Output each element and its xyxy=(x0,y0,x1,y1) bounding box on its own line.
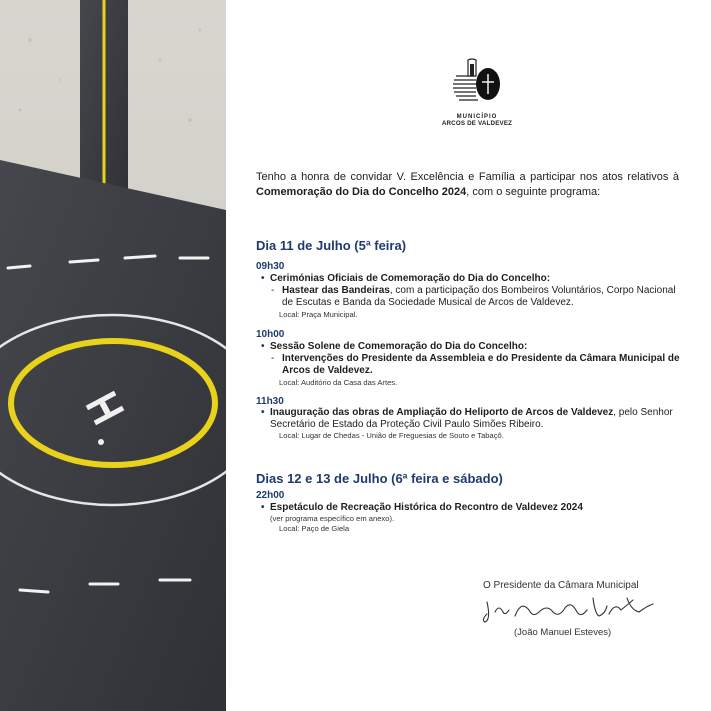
event1-sub-rest: , com a participação dos Bombeiros Voluntários, Corpo Nacional de Escutas e Banda da Sociedade Musical de Arcos de Valdevez. xyxy=(282,285,676,309)
event3-rest: , pelo Senhor Secretário de Estado da Proteção Civil Paulo Simões Ribeiro. xyxy=(270,407,673,431)
logo-line1: MUNICÍPIO xyxy=(456,114,498,120)
event4-time: 22h00 xyxy=(256,490,285,501)
event2-time: 10h00 xyxy=(256,329,285,340)
day2-heading: Dias 12 e 13 de Julho (6ª feira e sábado) xyxy=(256,471,503,486)
event3-title: Inauguração das obras de Ampliação do Heliporto de Arcos de Valdevez xyxy=(270,407,614,418)
event3 xyxy=(256,407,681,441)
signature-title: O Presidente da Câmara Municipal xyxy=(483,580,639,591)
event4-title: Espetáculo de Recreação Histórica do Recontro de Valdevez 2024 xyxy=(270,502,583,513)
event1-local: Local: Praça Municipal. xyxy=(279,309,358,319)
bullet-icon: • xyxy=(261,273,265,284)
intro-text-2: , com o seguinte programa: xyxy=(466,185,601,198)
event4-local: Local: Paço de Giela xyxy=(279,524,350,534)
heliport-illustration xyxy=(0,0,226,711)
event1-title: Cerimónias Oficiais de Comemoração do Dia do Concelho: xyxy=(270,273,551,284)
intro-paragraph xyxy=(256,170,679,199)
bullet-icon: • xyxy=(261,407,265,418)
event1: • Cerimónias Oficiais de Comemoração do Dia do Concelho: - Hastear das Bandeiras, com a participação dos Bombeiros Voluntários, Corpo Nacional de Escutas e Banda da Sociedade Musical de Arcos de Valdevez. Local: Praça Municipal. xyxy=(256,273,681,320)
event3-local: Local: Lugar de Chedas - União de Freguesias de Souto e Tabaçô. xyxy=(279,431,504,441)
event2-sub-bold: Intervenções do Presidente da Assembleia e do Presidente da Câmara Municipal de Arcos de Valdevez. xyxy=(282,353,680,377)
event1-time: 09h30 xyxy=(256,261,285,272)
coat-of-arms-icon xyxy=(452,56,502,108)
bullet-icon: • xyxy=(261,502,265,513)
event4 xyxy=(256,502,681,534)
event2-title: Sessão Solene de Comemoração do Dia do Concelho: xyxy=(270,341,528,352)
municipality-logo xyxy=(437,56,517,127)
invitation-content xyxy=(256,0,686,711)
intro-highlight: Comemoração do Dia do Concelho 2024 xyxy=(256,185,467,198)
day1-heading: Dia 11 de Julho (5ª feira) xyxy=(256,238,407,253)
bullet-icon: • xyxy=(261,341,265,352)
signature-name: (João Manuel Esteves) xyxy=(514,627,612,638)
intro-text-1: Tenho a honra de convidar V. Excelência e Família a participar nos atos relativos à xyxy=(256,171,679,183)
event2: • Sessão Solene de Comemoração do Dia do Concelho: - Intervenções do Presidente da Assembleia e do Presidente da Câmara Municipal de Arcos de Valdevez. Local: Auditório da Casa das Artes. xyxy=(256,341,681,388)
logo-line2: ARCOS DE VALDEVEZ xyxy=(441,120,513,127)
event3-time: 11h30 xyxy=(256,396,284,407)
event1-sub-bold: Hastear das Bandeiras xyxy=(282,285,390,297)
event4-note: (ver programa específico em anexo). xyxy=(270,514,395,524)
event2-local: Local: Auditório da Casa das Artes. xyxy=(279,377,398,387)
